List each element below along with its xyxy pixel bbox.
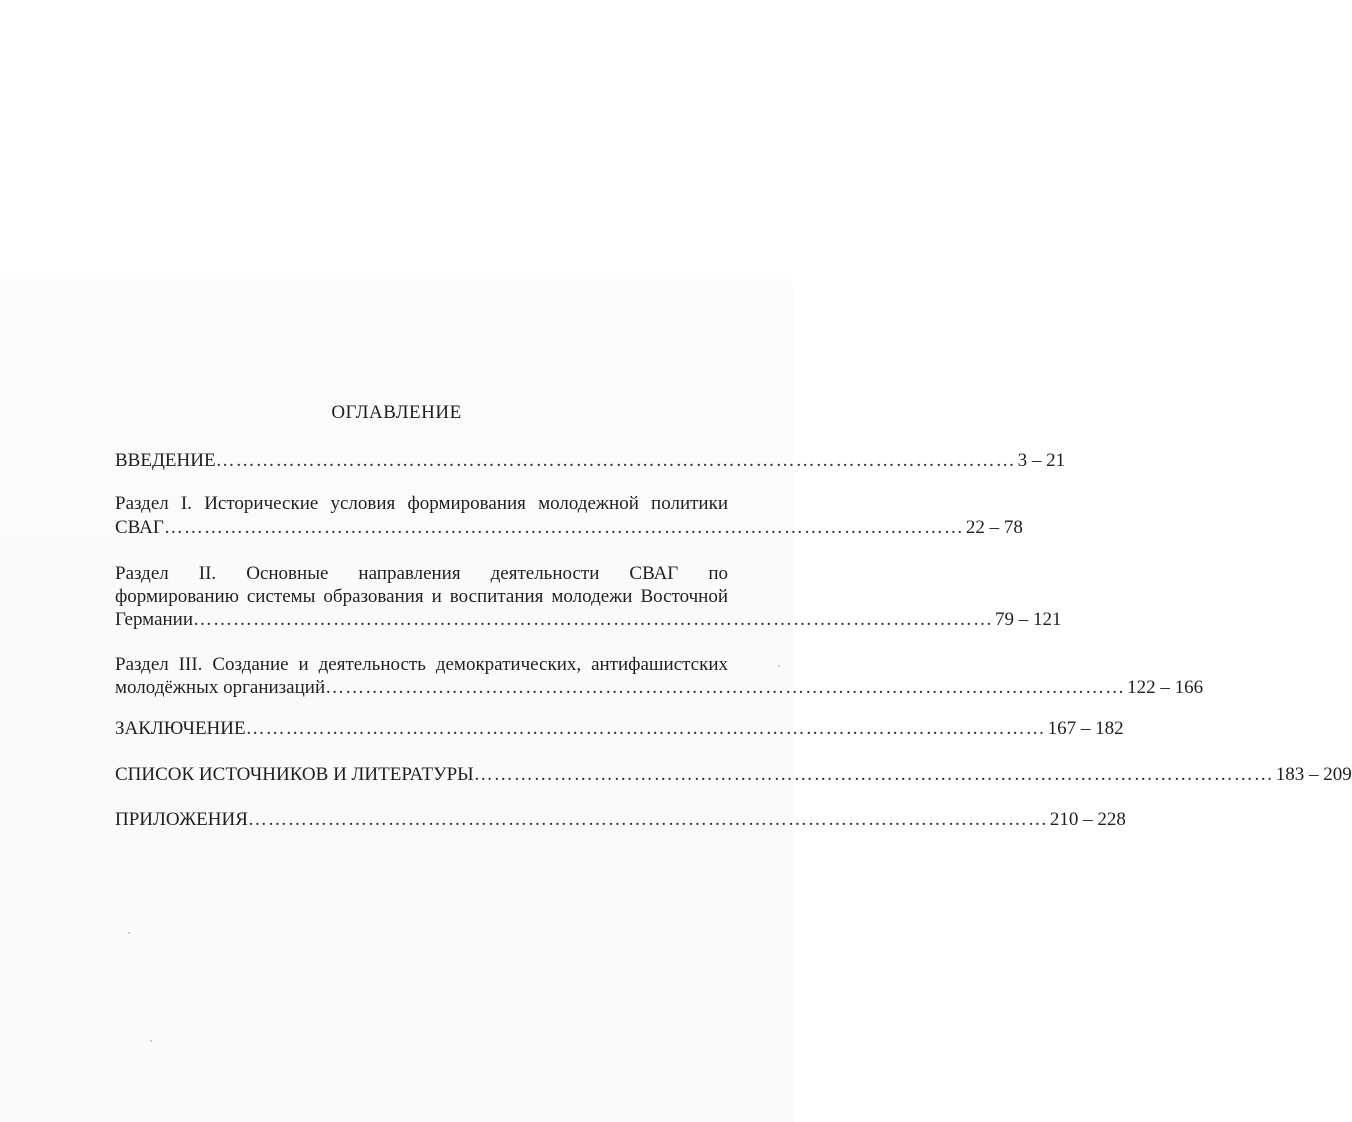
toc-entry-label: ПРИЛОЖЕНИЯ: [115, 809, 248, 830]
dot-leader: …………………………………………………………………………………………………………: [325, 677, 1126, 698]
toc-entry-pages: 3 – 21: [1017, 450, 1066, 471]
dot-leader: …………………………………………………………………………………………………………: [163, 517, 964, 538]
toc-entry-pages: 183 – 209: [1275, 764, 1352, 785]
toc-entry-section3: [115, 676, 1204, 700]
toc-entry-section1: [115, 516, 1023, 540]
dot-leader: …………………………………………………………………………………………………………: [193, 609, 994, 630]
toc-entry-pages: 122 – 166: [1127, 677, 1204, 698]
toc-entry-section3-line1: Раздел III. Создание и деятельность демократических, антифашистских: [115, 654, 728, 675]
toc-entry-label: молодёжных организаций: [115, 677, 326, 698]
toc-entry-section2-line1: Раздел II. Основные направления деятельности СВАГ по: [115, 563, 728, 584]
scan-speck: [128, 932, 130, 934]
toc-entry-section2: [115, 608, 1062, 632]
dot-leader: …………………………………………………………………………………………………………: [473, 764, 1274, 785]
dot-leader: …………………………………………………………………………………………………………: [245, 718, 1046, 739]
toc-entry-conclusion: [115, 717, 1124, 741]
toc-entry-pages: 210 – 228: [1049, 809, 1126, 830]
scan-speck: [150, 1040, 152, 1042]
dot-leader: …………………………………………………………………………………………………………: [215, 450, 1016, 471]
toc-title: ОГЛАВЛЕНИЕ: [331, 402, 462, 423]
scan-speck: [778, 665, 780, 667]
toc-entry-pages: 22 – 78: [965, 517, 1023, 538]
toc-entry-label: Германии: [115, 609, 194, 630]
toc-entry-appendix: [115, 808, 1126, 832]
toc-entry-label: ВВЕДЕНИЕ: [115, 450, 216, 471]
toc-entry-pages: 79 – 121: [995, 609, 1062, 630]
toc-entry-pages: 167 – 182: [1047, 718, 1124, 739]
toc-entry-sources: [115, 763, 1352, 787]
toc-entry-section2-line2: формированию системы образования и воспитания молодежи Восточной: [115, 586, 728, 607]
toc-entry-label: СВАГ: [115, 517, 164, 538]
toc-entry-label: СПИСОК ИСТОЧНИКОВ И ЛИТЕРАТУРЫ: [115, 764, 474, 785]
dot-leader: …………………………………………………………………………………………………………: [247, 809, 1048, 830]
toc-entry-label: ЗАКЛЮЧЕНИЕ: [115, 718, 246, 739]
toc-entry-section1-line1: Раздел I. Исторические условия формирования молодежной политики: [115, 493, 728, 514]
toc-entry-intro: [115, 449, 1066, 473]
